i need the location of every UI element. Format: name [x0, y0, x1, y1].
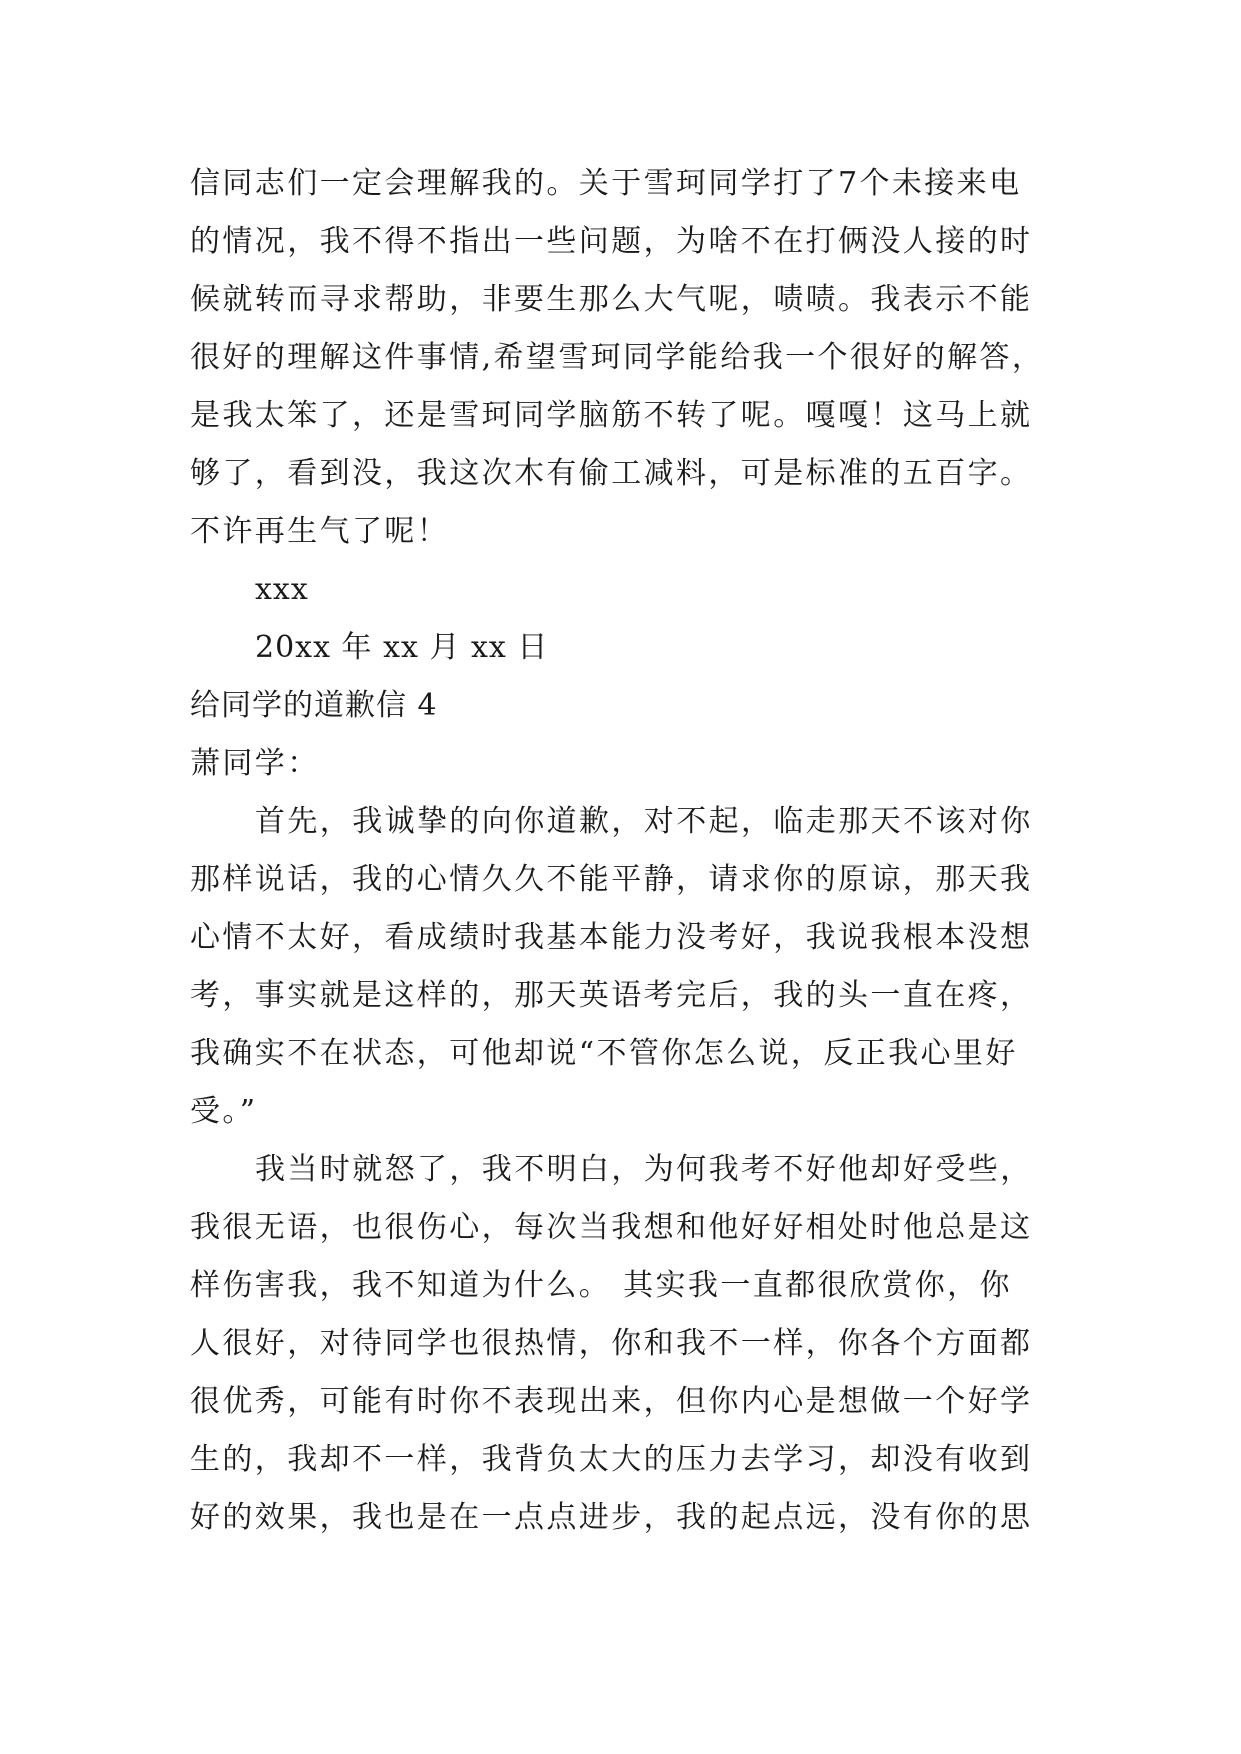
text-line: 够了，看到没，我这次木有偷工减料，可是标准的五百字。 [190, 456, 1033, 491]
text-line: 是我太笨了，还是雪珂同学脑筋不转了呢。嘎嘎！这马上就 [190, 398, 1033, 433]
paragraph-line: 很优秀，可能有时你不表现出来，但你内心是想做一个好学 [190, 1384, 1033, 1419]
paragraph-line: 生的，我却不一样，我背负太大的压力去学习，却没有收到 [190, 1442, 1033, 1477]
text-line: 不许再生气了呢！ [190, 514, 450, 549]
paragraph-line: 心情不太好，看成绩时我基本能力没考好，我说我根本没想 [190, 920, 1033, 955]
paragraph-line: 人很好，对待同学也很热情，你和我不一样，你各个方面都 [190, 1326, 1033, 1361]
text-line: 候就转而寻求帮助，非要生那么大气呢，啧啧。我表示不能 [190, 282, 1033, 317]
paragraph-line: 考，事实就是这样的，那天英语考完后，我的头一直在疼， [190, 978, 1033, 1013]
text-line: 很好的理解这件事情,希望雪珂同学能给我一个很好的解答， [190, 340, 1045, 375]
paragraph-line: 我确实不在状态，可他却说“不管你怎么说，反正我心里好 [190, 1036, 1018, 1071]
signature: xxx [255, 572, 309, 607]
salutation: 萧同学： [190, 746, 320, 781]
paragraph-line: 那样说话，我的心情久久不能平静，请求你的原谅，那天我 [190, 862, 1033, 897]
paragraph-line: 首先，我诚挚的向你道歉，对不起，临走那天不该对你 [255, 804, 1033, 839]
section-title: 给同学的道歉信 4 [190, 688, 438, 723]
paragraph-line: 我很无语，也很伤心，每次当我想和他好好相处时他总是这 [190, 1210, 1033, 1245]
paragraph-line: 我当时就怒了，我不明白，为何我考不好他却好受些， [255, 1152, 1033, 1187]
letter-date: 20xx 年 xx 月 xx 日 [255, 630, 549, 665]
paragraph-line: 好的效果，我也是在一点点进步，我的起点远，没有你的思 [190, 1500, 1033, 1535]
paragraph-line: 受。” [190, 1094, 258, 1129]
paragraph-line: 样伤害我，我不知道为什么。 其实我一直都很欣赏你，你 [190, 1268, 1012, 1303]
text-line: 的情况，我不得不指出一些问题，为啥不在打俩没人接的时 [190, 224, 1033, 259]
text-line: 信同志们一定会理解我的。关于雪珂同学打了7个未接来电 [190, 166, 1022, 201]
